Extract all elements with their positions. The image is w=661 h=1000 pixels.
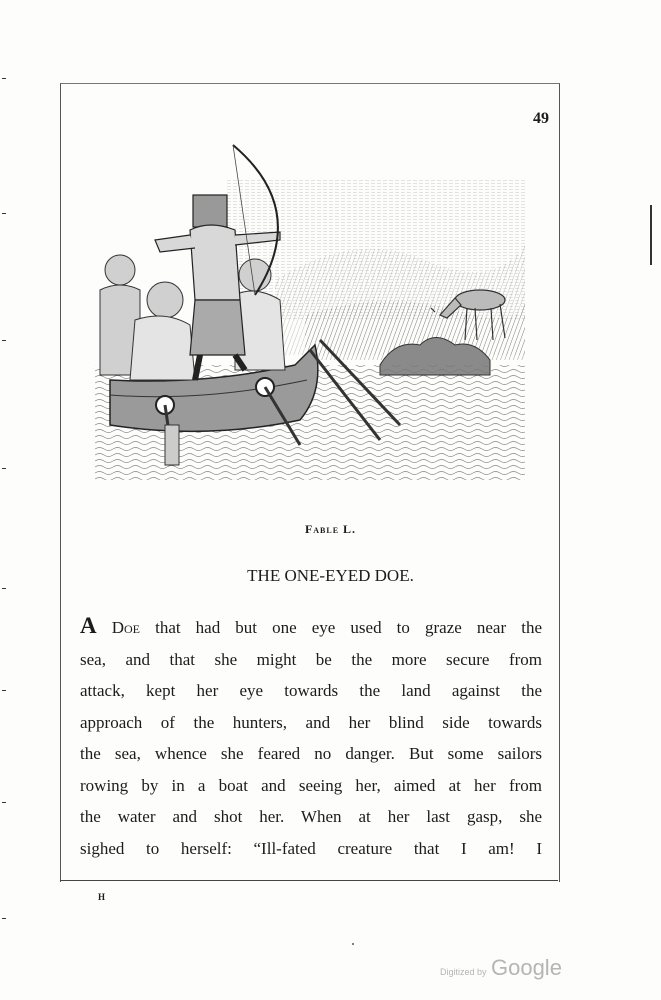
page-number: 49 — [533, 110, 549, 127]
signature-mark: H — [98, 892, 106, 902]
google-watermark — [440, 955, 562, 981]
drop-cap: A — [80, 613, 97, 638]
body-line: sea, and that she might be the more secure from — [80, 649, 542, 669]
body-line: rowing by in a boat and seeing her, aimed at her from — [80, 775, 542, 795]
body-line: the water and shot her. When at her last gasp, she — [80, 807, 542, 826]
page-frame-bottom — [60, 880, 558, 881]
digitized-by-label: Digitized by — [440, 967, 487, 977]
body-line — [80, 610, 542, 644]
margin-tick — [2, 918, 6, 919]
first-word: Doe — [96, 618, 140, 637]
margin-tick — [2, 802, 6, 803]
margin-tick — [2, 690, 6, 691]
body-line: the sea, whence she feared no danger. But some sailors — [80, 744, 542, 763]
margin-tick — [2, 213, 6, 214]
speck — [352, 943, 354, 945]
binding-mark — [650, 205, 652, 265]
engraving-archer-and-doe — [95, 140, 535, 485]
fable-number: Fable L. — [304, 522, 357, 536]
margin-tick — [2, 340, 6, 341]
body-line: sighed to herself: “Ill-fated creature that I am! I — [80, 838, 542, 858]
first-line-rest: that had but one eye used to graze near the — [140, 618, 542, 637]
margin-tick — [2, 78, 6, 79]
google-logo: Google — [490, 955, 562, 980]
fable-body — [80, 610, 542, 864]
body-line: approach of the hunters, and her blind side towards — [80, 712, 542, 732]
fable-title: THE ONE-EYED DOE. — [247, 566, 414, 585]
body-line: attack, kept her eye towards the land against the — [80, 681, 542, 700]
margin-tick — [2, 468, 6, 469]
margin-tick — [2, 588, 6, 589]
